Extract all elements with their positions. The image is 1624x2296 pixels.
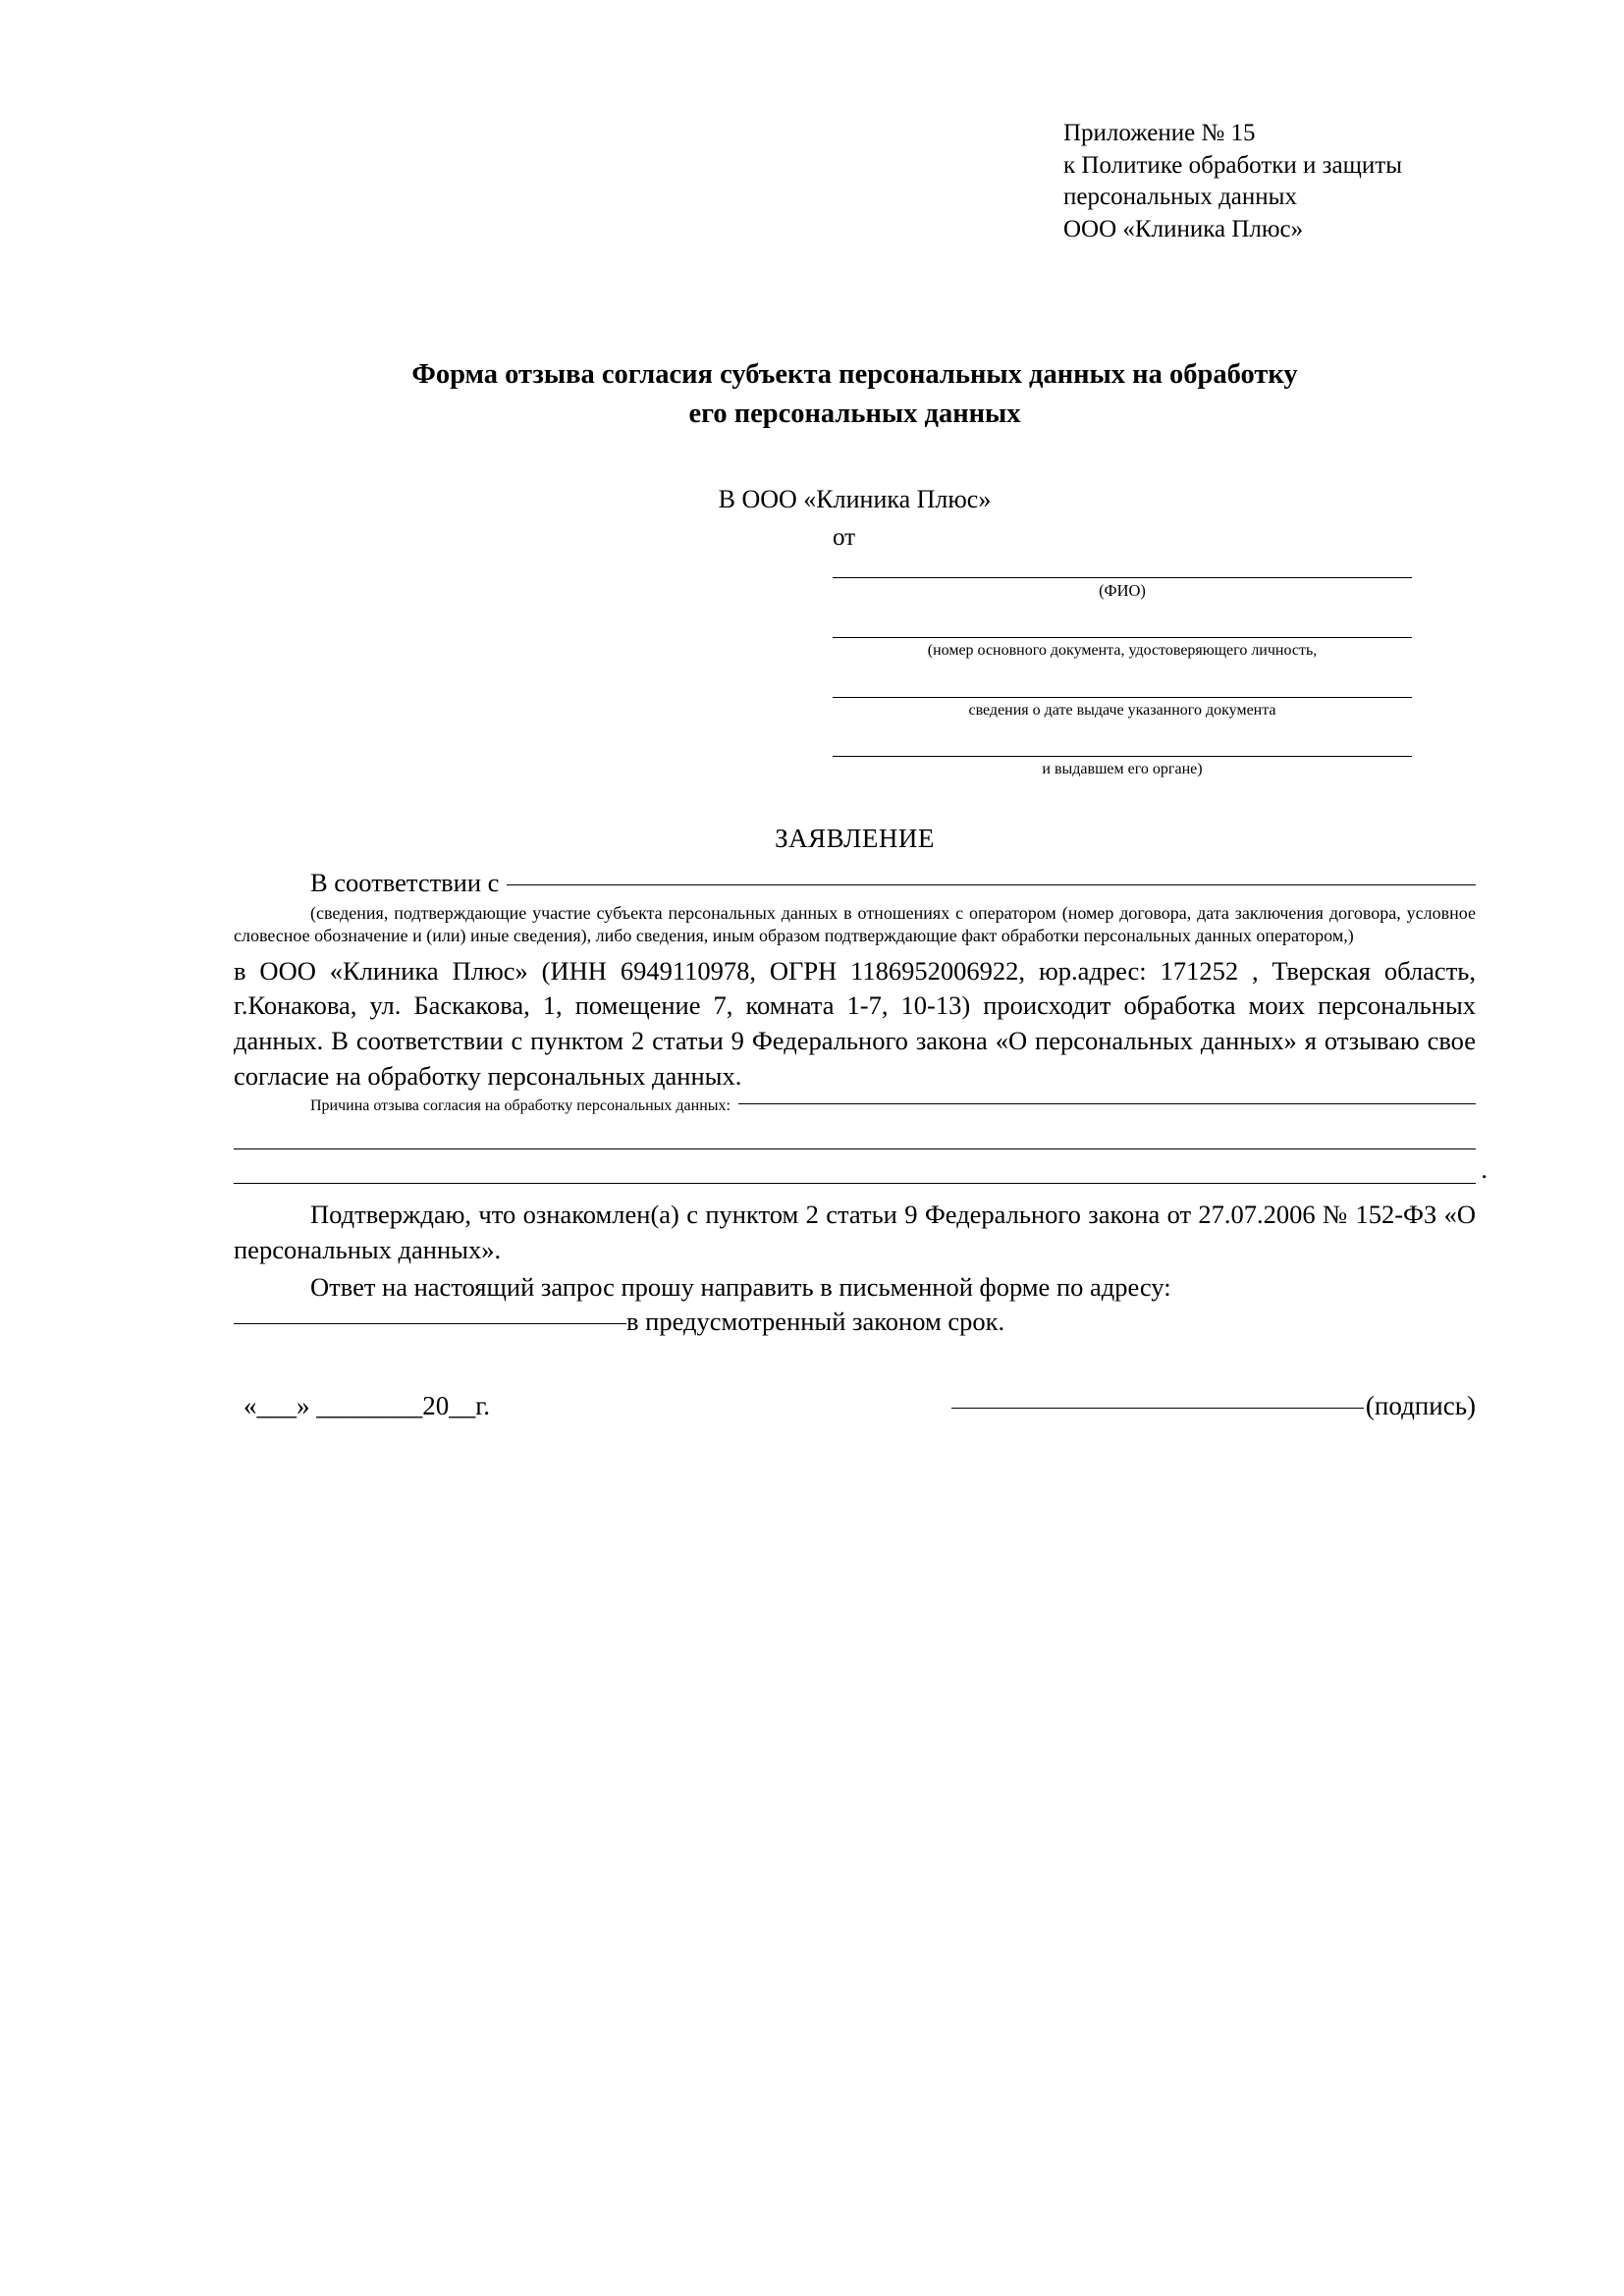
appendix-header-line-3: персональных данных	[1063, 184, 1297, 210]
fio-caption: (ФИО)	[1099, 580, 1146, 600]
document-issuer-input[interactable]	[833, 730, 1412, 757]
from-label: от	[833, 523, 856, 551]
confirmation-paragraph: Подтверждаю, что ознакомлен(а) с пунктом 2 статьи 9 Федерального закона от 27.07.2006 № 152-ФЗ «О персональных данных».	[234, 1200, 1476, 1265]
document-date-caption: сведения о дате выдаче указанного документа	[968, 701, 1276, 719]
document-issuer-caption: и выдавшем его органе)	[1042, 761, 1203, 778]
reason-input-1[interactable]	[738, 1103, 1476, 1104]
accordance-line	[234, 866, 1476, 900]
reason-input-2[interactable]	[234, 1115, 1476, 1149]
appendix-header-line-2: к Политике обработки и защиты	[1063, 151, 1403, 179]
accordance-input[interactable]	[507, 884, 1476, 885]
page-title	[234, 355, 1476, 434]
accordance-note-text: (сведения, подтверждающие участие субъекта персональных данных в отношениях с оператором (номер договора, дата заключения договора, условное словесное обозначение и (или) иные сведения), либо сведения, иным образом подтверждающие факт обработки персональных данных оператором,)	[234, 903, 1476, 946]
appendix-header	[1063, 118, 1476, 245]
document-date-input[interactable]	[833, 671, 1412, 698]
answer-tail: в предусмотренный законом срок.	[626, 1307, 1005, 1337]
signature-label: (подпись)	[1365, 1390, 1476, 1420]
spacer-1	[833, 602, 1412, 612]
document-number-caption: (номер основного документа, удостоверяющего личность,	[927, 642, 1318, 660]
reason-input-3[interactable]	[234, 1149, 1488, 1185]
page-title-line-1: Форма отзыва согласия субъекта персональных данных на обработку	[411, 359, 1298, 390]
signature-row	[234, 1391, 1476, 1421]
date-field[interactable]: «___» ________20__г.	[244, 1390, 491, 1420]
document-content	[234, 118, 1488, 1421]
statement-heading: ЗАЯВЛЕНИЕ	[775, 823, 935, 853]
answer-address-input[interactable]	[234, 1323, 626, 1324]
appendix-header-line-4: ООО «Клиника Плюс»	[1063, 215, 1304, 242]
spacer-2	[833, 662, 1412, 671]
accordance-row	[234, 866, 1476, 900]
accordance-note	[234, 902, 1476, 948]
answer-address-row	[234, 1305, 1476, 1340]
answer-paragraph: Ответ на настоящий запрос прошу направить в письменной форме по адресу:	[310, 1271, 1171, 1302]
accordance-lead: В соответствии с	[310, 867, 500, 897]
fio-input[interactable]	[833, 552, 1412, 578]
main-paragraph: в ООО «Клиника Плюс» (ИНН 6949110978, ОГРН 1186952006922, юр.адрес: 171252 , Тверская область, г.Конакова, ул. Баскакова, 1, помещение 7, комната 1-7, 10-13) происходит обработка моих персональных данных. В соответствии с пунктом 2 статьи 9 Федерального закона «О персональных данных» я отзываю свое согласие на обработку персональных данных.	[234, 955, 1476, 1091]
signature-area	[951, 1391, 1476, 1421]
spacer-3	[833, 721, 1412, 730]
appendix-header-line-1: Приложение № 15	[1063, 120, 1256, 146]
page-title-line-2: его персональных данных	[688, 398, 1021, 429]
applicant-fields	[833, 552, 1412, 780]
document-number-input[interactable]	[833, 612, 1412, 638]
addressee-line: В ООО «Клиника Плюс»	[718, 484, 992, 513]
reason-period: .	[1481, 1154, 1488, 1185]
signature-input[interactable]	[951, 1408, 1364, 1409]
reason-lead: Причина отзыва согласия на обработку персональных данных:	[310, 1097, 731, 1115]
reason-row	[234, 1097, 1476, 1115]
